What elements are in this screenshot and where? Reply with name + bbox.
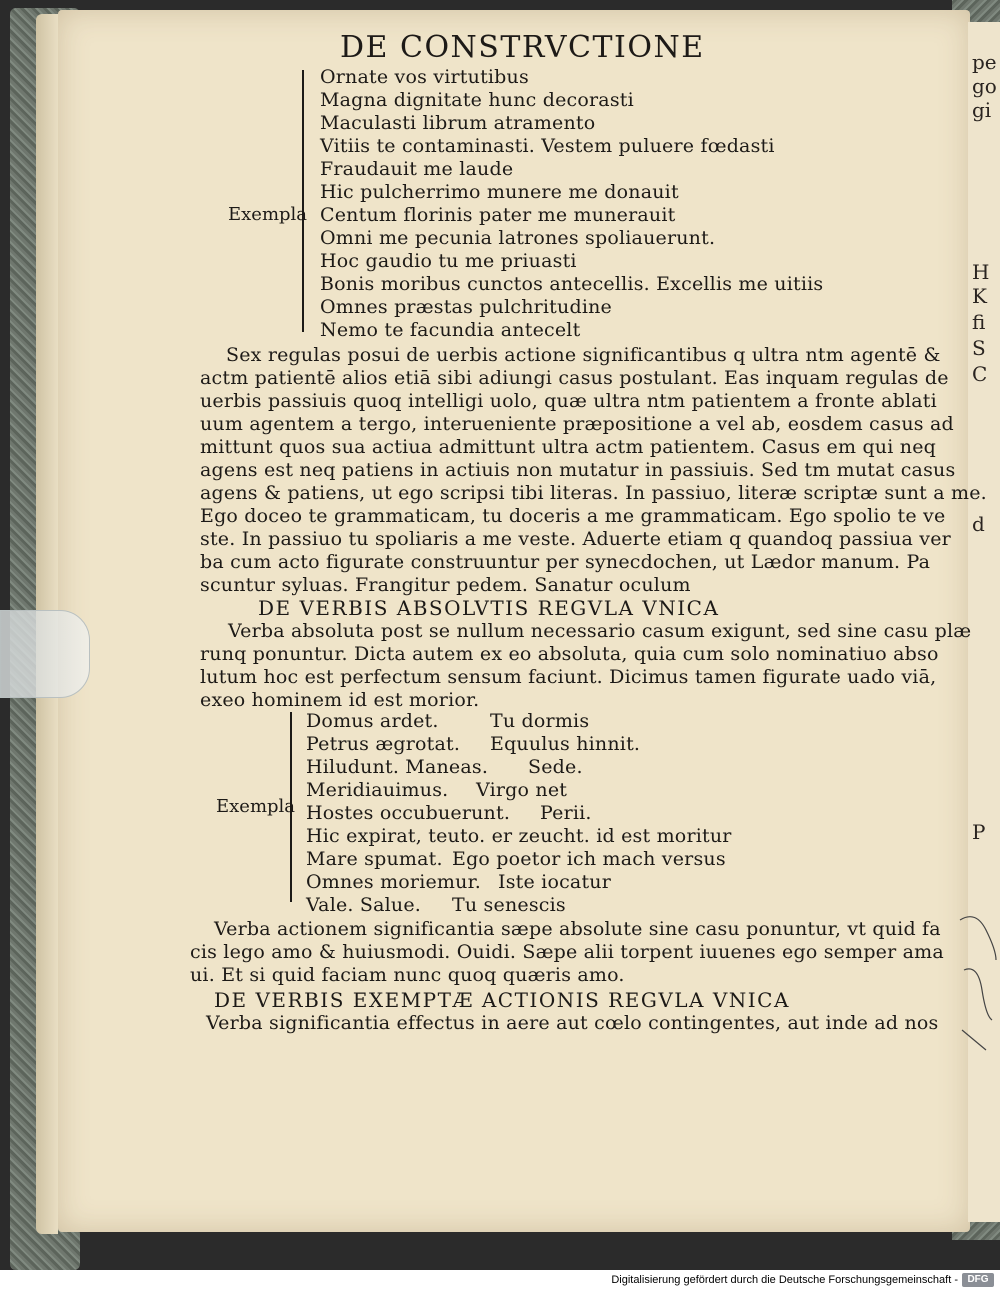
example-line: Bonis moribus cunctos antecellis. Excellis me uitiis	[320, 273, 824, 295]
next-page-fragment: d	[972, 512, 985, 536]
example-line: Maculasti librum atramento	[320, 112, 596, 134]
handwritten-note-drawing	[956, 900, 1000, 1070]
body-line: runq ponuntur. Dicta autem ex eo absoluta, quia cum solo nominatiuo abso	[200, 643, 939, 665]
example-word: Virgo net	[476, 779, 568, 801]
body-line: scuntur syluas. Frangitur pedem. Sanatur oculum	[200, 574, 691, 596]
example-word: Perii.	[540, 802, 592, 824]
body-line: mittunt quos sua actiua admittunt ultra actm patientem. Casus em qui neq	[200, 436, 937, 458]
example-line: Fraudauit me laude	[320, 158, 514, 180]
example-line: Ornate vos virtutibus	[320, 66, 529, 88]
example-word: Tu dormis	[490, 710, 590, 732]
example-line: Centum florinis pater me munerauit	[320, 204, 676, 226]
example-line: Omnes præstas pulchritudine	[320, 296, 612, 318]
page-title: DE CONSTRVCTIONE	[340, 30, 705, 65]
dfg-logo: DFG	[962, 1273, 994, 1287]
body-line: ba cum acto figurate construuntur per synecdochen, ut Lædor manum. Pa	[200, 551, 931, 573]
body-line: ui. Et si quid faciam nunc quoq quæris amo.	[190, 964, 625, 986]
example-word: Equulus hinnit.	[490, 733, 641, 755]
body-line: cis lego amo & huiusmodi. Ouidi. Sæpe alii torpent iuuenes ego semper ama	[190, 941, 944, 963]
next-page-fragment: S	[972, 336, 986, 360]
example-word: Hiludunt. Maneas.	[306, 756, 489, 778]
next-page-fragment: H	[972, 260, 990, 284]
body-line: uum agentem a tergo, interueniente præpositione a vel ab, eosdem casus ad	[200, 413, 954, 435]
next-page-fragment: pe	[972, 50, 997, 74]
example-word: Mare spumat.	[306, 848, 443, 870]
footer-credit: Digitalisierung gefördert durch die Deutsche Forschungsgemeinschaft -	[611, 1274, 958, 1286]
example-brace	[302, 70, 304, 332]
examples-label: Exempla	[228, 204, 308, 225]
body-line: Verba significantia effectus in aere aut cœlo contingentes, aut inde ad nos	[206, 1012, 939, 1034]
example-word: Meridiauimus.	[306, 779, 449, 801]
next-page-fragment: gi	[972, 98, 992, 122]
page-clip	[0, 610, 90, 698]
example-line: Magna dignitate hunc decorasti	[320, 89, 634, 111]
body-line: exeo hominem id est morior.	[200, 689, 480, 711]
body-line: Ego doceo te grammaticam, tu doceris a me grammaticam. Ego spolio te ve	[200, 505, 946, 527]
body-line: Verba absoluta post se nullum necessario casum exigunt, sed sine casu plæ	[228, 620, 972, 642]
example-word: Omnes moriemur.	[306, 871, 482, 893]
body-line: ste. In passiuo tu spoliaris a me veste. Aduerte etiam q quandoq passiua ver	[200, 528, 951, 550]
next-page-fragment: K	[972, 284, 987, 308]
example-word: Vale. Salue.	[306, 894, 422, 916]
example-word: Hic expirat, teuto. er zeucht. id est moritur	[306, 825, 732, 847]
next-page-fragment: fi	[972, 310, 986, 334]
example-word: Petrus ægrotat.	[306, 733, 461, 755]
section-heading: DE VERBIS ABSOLVTIS REGVLA VNICA	[258, 596, 720, 620]
body-line: Verba actionem significantia sæpe absolute sine casu ponuntur, vt quid fa	[214, 918, 941, 940]
next-page-fragment: P	[972, 820, 986, 844]
example-word: Ego poetor ich mach versus	[452, 848, 726, 870]
example-line: Hic pulcherrimo munere me donauit	[320, 181, 679, 203]
example-line: Vitiis te contaminasti. Vestem puluere fœdasti	[320, 135, 775, 157]
body-line: uerbis passiuis quoq intelligi uolo, quæ ultra ntm patientem a fronte ablati	[200, 390, 937, 412]
example-word: Iste iocatur	[498, 871, 612, 893]
body-line: agens & patiens, ut ego scripsi tibi literas. In passiuo, literæ scriptæ sunt a me.	[200, 482, 987, 504]
example-word: Tu senescis	[452, 894, 566, 916]
body-line: agens est neq patiens in actiuis non mutatur in passiuis. Sed tm mutat casus	[200, 459, 956, 481]
body-line: Sex regulas posui de uerbis actione significantibus q ultra ntm agentē &	[226, 344, 941, 366]
section-heading: DE VERBIS EXEMPTÆ ACTIONIS REGVLA VNICA	[214, 988, 790, 1012]
example-line: Nemo te facundia antecelt	[320, 319, 581, 341]
example-line: Omni me pecunia latrones spoliauerunt.	[320, 227, 716, 249]
example-word: Hostes occubuerunt.	[306, 802, 511, 824]
example-word: Domus ardet.	[306, 710, 439, 732]
examples-label: Exempla	[216, 796, 296, 817]
example-line: Hoc gaudio tu me priuasti	[320, 250, 577, 272]
next-page-fragment: go	[972, 74, 997, 98]
body-line: lutum hoc est perfectum sensum faciunt. Dicimus tamen figurate uado viā,	[200, 666, 937, 688]
body-line: actm patientē alios etiā sibi adiungi casus postulant. Eas inquam regulas de	[200, 367, 949, 389]
example-word: Sede.	[528, 756, 583, 778]
next-page-fragment: C	[972, 362, 988, 386]
